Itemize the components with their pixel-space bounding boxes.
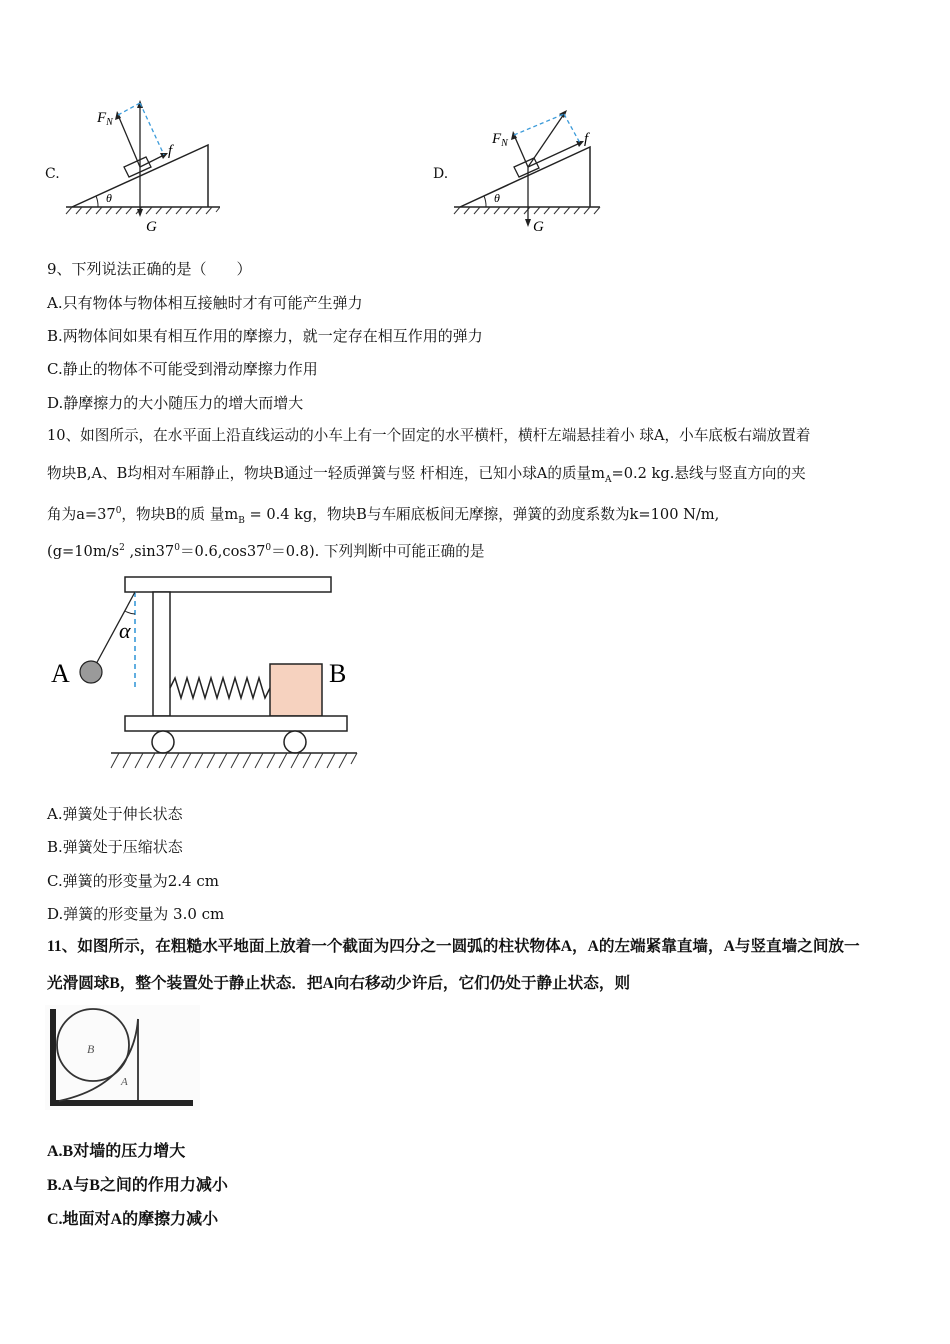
angle-label: θ: [106, 191, 112, 205]
wheel-left: [152, 731, 174, 753]
q9-option-a: A.只有物体与物体相互接触时才有可能产生弹力: [47, 294, 363, 312]
normal-force-label: $F_N$: [492, 131, 508, 149]
q10-option-a: A.弹簧处于伸长状态: [47, 805, 183, 823]
angle-alpha-label: α: [119, 618, 131, 643]
q10-stem-line4: ($g=10m/s^2$ $,\sin 37^0=0.6,\cos 37^0=0.8$). 下列判断中可能正确的是: [47, 542, 485, 560]
ground-hatch: [454, 207, 600, 214]
spring: [170, 678, 270, 698]
q9-option-d: D.静摩擦力的大小随压力的增大而增大: [47, 394, 304, 412]
ground-hatch: [111, 753, 357, 768]
q11-option-b: B.A与B之间的作用力减小: [47, 1177, 228, 1194]
angle-label: θ: [494, 191, 500, 205]
normal-force-arrow: [514, 135, 528, 167]
q9-option-c: C.静止的物体不可能受到滑动摩擦力作用: [47, 360, 318, 378]
q8-figure-c: [60, 95, 220, 240]
crossbar: [125, 577, 331, 592]
angle-arc: [484, 196, 486, 207]
q11-figure: [45, 1005, 200, 1110]
q10-stem-line1: 10、如图所示，在水平面上沿直线运动的小车上有一个固定的水平横杆，横杆左端悬挂着小 球A，小车底板右端放置着: [47, 427, 811, 444]
q10-option-c: C.弹簧的形变量为2.4 cm: [47, 872, 219, 890]
ball-a: [80, 661, 102, 683]
normal-force-arrow: [118, 115, 140, 167]
block-b-label: B: [329, 659, 347, 688]
angle-arc: [125, 611, 135, 614]
q10-stem-line2: 物块B,A、B均相对车厢静止，物块B通过一轻质弹簧与竖 杆相连，已知小球A的质量$m_A=0.2$ kg.悬线与竖直方向的夹: [47, 465, 806, 485]
ball-a-label: A: [51, 659, 70, 688]
dashed-line: [564, 114, 580, 143]
ball-b-label: B: [87, 1042, 95, 1056]
friction-label: f: [584, 131, 589, 147]
wheel-right: [284, 731, 306, 753]
friction-label: f: [168, 143, 173, 159]
q11-stem-line1: 11、如图所示，在粗糙水平地面上放着一个截面为四分之一圆弧的柱状物体A，A的左端紧靠直墙，A与竖直墙之间放一: [47, 938, 860, 955]
vertical-post: [153, 592, 170, 716]
q8-option-d-label: D.: [433, 166, 449, 182]
gravity-label: G: [533, 219, 544, 235]
q10-option-d: D.弹簧的形变量为 3.0 cm: [47, 905, 225, 923]
q11-option-a: A.B对墙的压力增大: [47, 1143, 186, 1160]
body-a-label: A: [121, 1076, 128, 1088]
q10-stem-line3: 角为$a=37^0$，物块B的质 量$m_B = 0.4$ kg，物块B与车厢底板间无摩擦，弹簧的劲度系数为k=100 N/m,: [47, 505, 720, 526]
block-b: [270, 664, 322, 716]
dashed-line: [118, 103, 140, 115]
gravity-label: G: [146, 219, 157, 235]
q9-option-b: B.两物体间如果有相互作用的摩擦力，就一定存在相互作用的弹力: [47, 327, 483, 345]
q11-stem-line2: 光滑圆球B，整个装置处于静止状态．把A向右移动少许后，它们仍处于静止状态，则: [47, 975, 631, 992]
q10-figure-cart: [45, 570, 365, 775]
q9-stem: 9、下列说法正确的是（ ）: [47, 260, 252, 278]
incline: [460, 147, 590, 207]
q11-option-c: C.地面对A的摩擦力减小: [47, 1211, 219, 1228]
q10-option-b: B.弹簧处于压缩状态: [47, 838, 183, 856]
block: [514, 158, 539, 177]
cart-base: [125, 716, 347, 731]
normal-force-label: $F_N$: [97, 110, 113, 128]
q8-figure-d: [450, 95, 610, 240]
q8-option-c-label: C.: [45, 166, 60, 182]
dashed-line: [140, 103, 164, 155]
ground-hatch: [66, 207, 220, 214]
angle-arc: [96, 196, 98, 207]
